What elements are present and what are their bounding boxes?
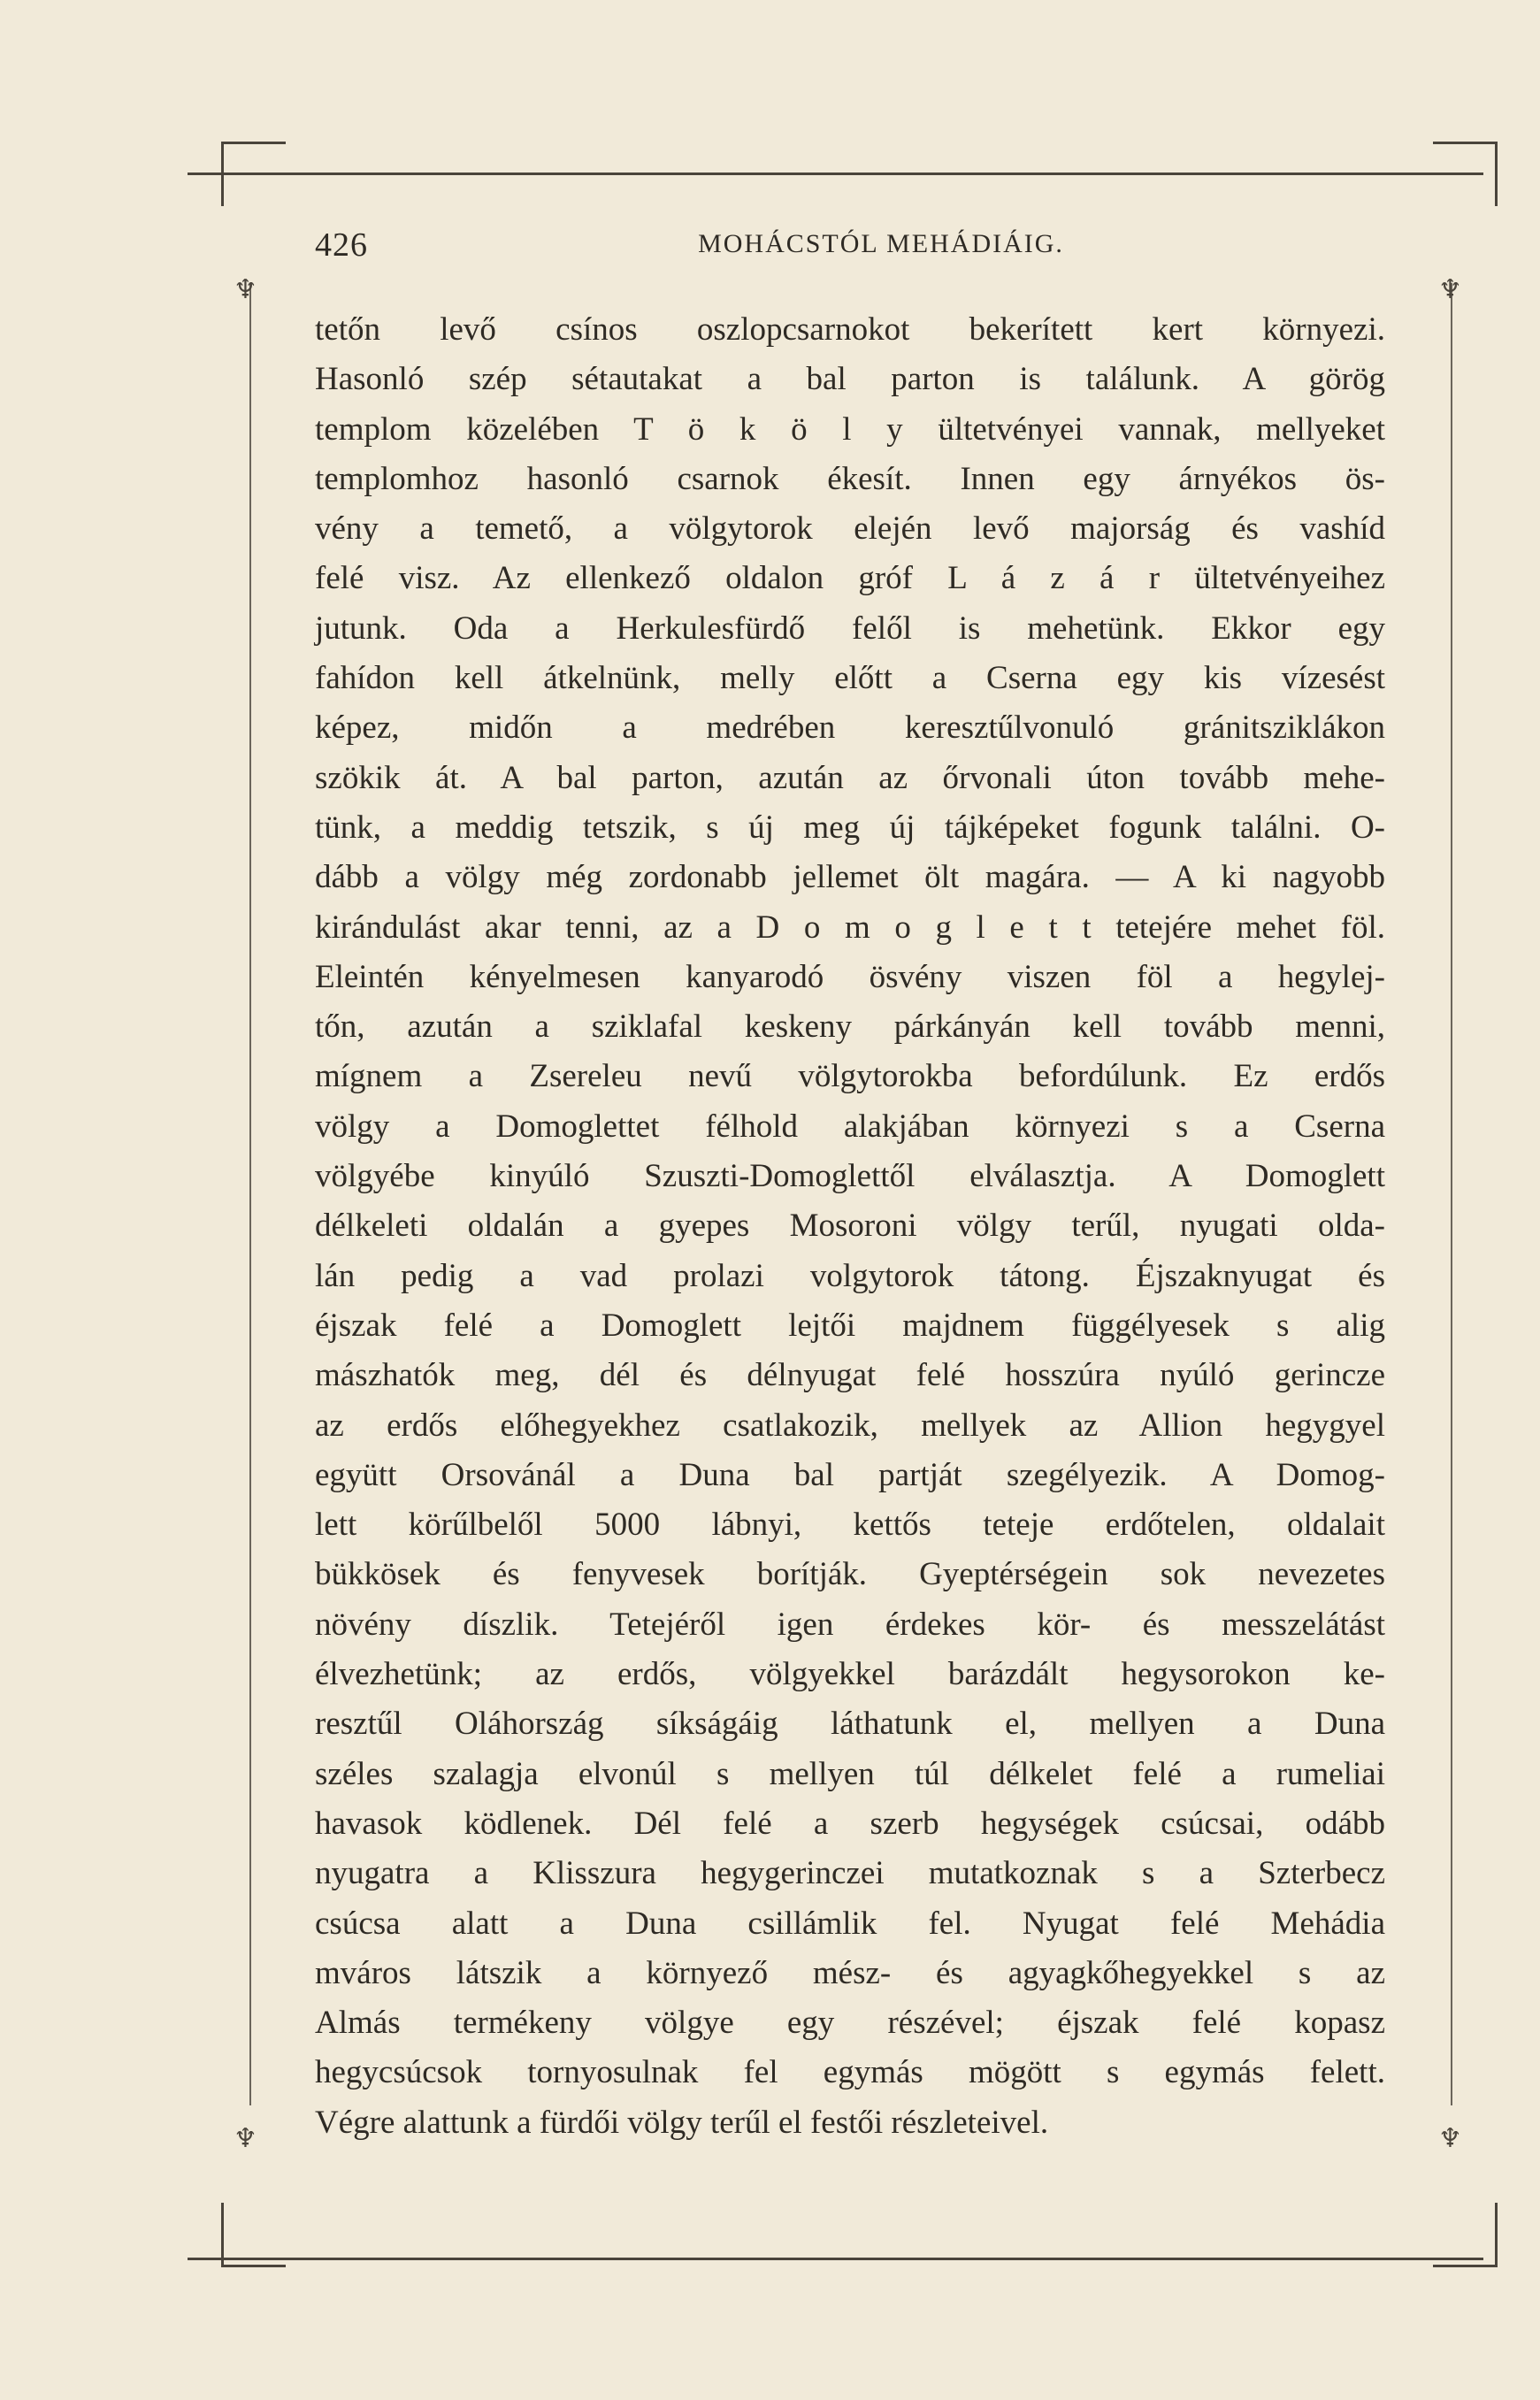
- running-title: MOHÁCSTÓL MEHÁDIÁIG.: [698, 229, 1064, 258]
- text-line: élvezhetünk; az erdős, völgyekkel barázdált hegysorokon ke-: [315, 1656, 1385, 1693]
- text-line: tünk, a meddig tetszik, s új meg új tájképeket fogunk találni. O-: [315, 809, 1385, 846]
- corner-ornament-top-left: [221, 142, 286, 206]
- text-line: délkeleti oldalán a gyepes Mosoroni völgy terűl, nyugati olda-: [315, 1208, 1385, 1245]
- fleuron-icon: ♆: [234, 2123, 257, 2154]
- text-line: vény a temető, a völgytorok elején levő majorság és vashíd: [315, 510, 1385, 548]
- text-line: nyugatra a Klisszura hegygerinczei mutatkoznak s a Szterbecz: [315, 1855, 1385, 1892]
- text-line: mígnem a Zsereleu nevű völgytorokba befordúlunk. Ez erdős: [315, 1058, 1385, 1095]
- text-line: mászhatók meg, dél és délnyugat felé hosszúra nyúló gerincze: [315, 1357, 1385, 1394]
- fleuron-icon: ♆: [1438, 2123, 1462, 2154]
- text-line: lett körűlbelől 5000 lábnyi, kettős teteje erdőtelen, oldalait: [315, 1507, 1385, 1544]
- bottom-border-rule: [188, 2258, 1483, 2260]
- text-line: felé visz. Az ellenkező oldalon gróf L á z á r ültetvényeihez: [315, 560, 1385, 597]
- text-line: templomhoz hasonló csarnok ékesít. Innen egy árnyékos ös-: [315, 460, 1385, 497]
- text-line: resztűl Oláhország síkságáig láthatunk el, mellyen a Duna: [315, 1706, 1385, 1743]
- text-line: tetőn levő csínos oszlopcsarnokot bekerített kert környezi.: [315, 311, 1385, 348]
- text-line: jutunk. Oda a Herkulesfürdő felől is mehetünk. Ekkor egy: [315, 610, 1385, 647]
- body-text: [315, 305, 1385, 2148]
- text-line: Végre alattunk a fürdői völgy terűl el festői részleteivel.: [315, 2104, 1049, 2141]
- text-line: együtt Orsovánál a Duna bal partját szegélyezik. A Domog-: [315, 1456, 1385, 1493]
- right-border-line: [1451, 283, 1452, 2105]
- corner-ornament-bottom-right: [1433, 2203, 1498, 2267]
- text-line: növény díszlik. Tetejéről igen érdekes kör- és messzelátást: [315, 1606, 1385, 1643]
- text-line: képez, midőn a medrében keresztűlvonuló gránitsziklákon: [315, 709, 1385, 747]
- left-border-line: [249, 283, 251, 2105]
- text-line: fahídon kell átkelnünk, melly előtt a Cserna egy kis vízesést: [315, 660, 1385, 697]
- text-line: Eleintén kényelmesen kanyarodó ösvény viszen föl a hegylej-: [315, 958, 1385, 995]
- text-line: dább a völgy még zordonabb jellemet ölt magára. — A ki nagyobb: [315, 859, 1385, 896]
- text-line: éjszak felé a Domoglett lejtői majdnem függélyesek s alig: [315, 1307, 1385, 1344]
- text-line: szökik át. A bal parton, azután az őrvonali úton tovább mehe-: [315, 759, 1385, 796]
- fleuron-icon: ♆: [1438, 274, 1462, 305]
- text-line: völgyébe kinyúló Szuszti-Domoglettől elválasztja. A Domoglett: [315, 1158, 1385, 1195]
- corner-ornament-bottom-left: [221, 2203, 286, 2267]
- text-line: Hasonló szép sétautakat a bal parton is találunk. A görög: [315, 361, 1385, 398]
- fleuron-icon: ♆: [234, 274, 257, 305]
- text-line: tőn, azután a sziklafal keskeny párkányán kell tovább menni,: [315, 1008, 1385, 1046]
- text-line: völgy a Domoglettet félhold alakjában környezi s a Cserna: [315, 1108, 1385, 1145]
- text-line: széles szalagja elvonúl s mellyen túl délkelet felé a rumeliai: [315, 1755, 1385, 1792]
- top-border-rule: [188, 173, 1483, 175]
- text-line: mváros látszik a környező mész- és agyagkőhegyekkel s az: [315, 1954, 1385, 1991]
- text-line: templom közelében T ö k ö l y ültetvényei vannak, mellyeket: [315, 410, 1385, 448]
- text-line: csúcsa alatt a Duna csillámlik fel. Nyugat felé Mehádia: [315, 1905, 1385, 1942]
- text-line: kirándulást akar tenni, az a D o m o g l e t t tetejére mehet föl.: [315, 909, 1385, 946]
- running-header: [315, 226, 1447, 270]
- text-line: havasok ködlenek. Dél felé a szerb hegységek csúcsai, odább: [315, 1805, 1385, 1842]
- page-number: 426: [315, 226, 368, 264]
- text-line: az erdős előhegyekhez csatlakozik, mellyek az Allion hegygyel: [315, 1407, 1385, 1444]
- text-line: hegycsúcsok tornyosulnak fel egymás mögött s egymás felett.: [315, 2054, 1385, 2091]
- corner-ornament-top-right: [1433, 142, 1498, 206]
- text-line: Almás termékeny völgye egy részével; éjszak felé kopasz: [315, 2005, 1385, 2042]
- text-line: bükkösek és fenyvesek borítják. Gyeptérségein sok nevezetes: [315, 1556, 1385, 1593]
- text-line: lán pedig a vad prolazi volgytorok tátong. Éjszaknyugat és: [315, 1257, 1385, 1294]
